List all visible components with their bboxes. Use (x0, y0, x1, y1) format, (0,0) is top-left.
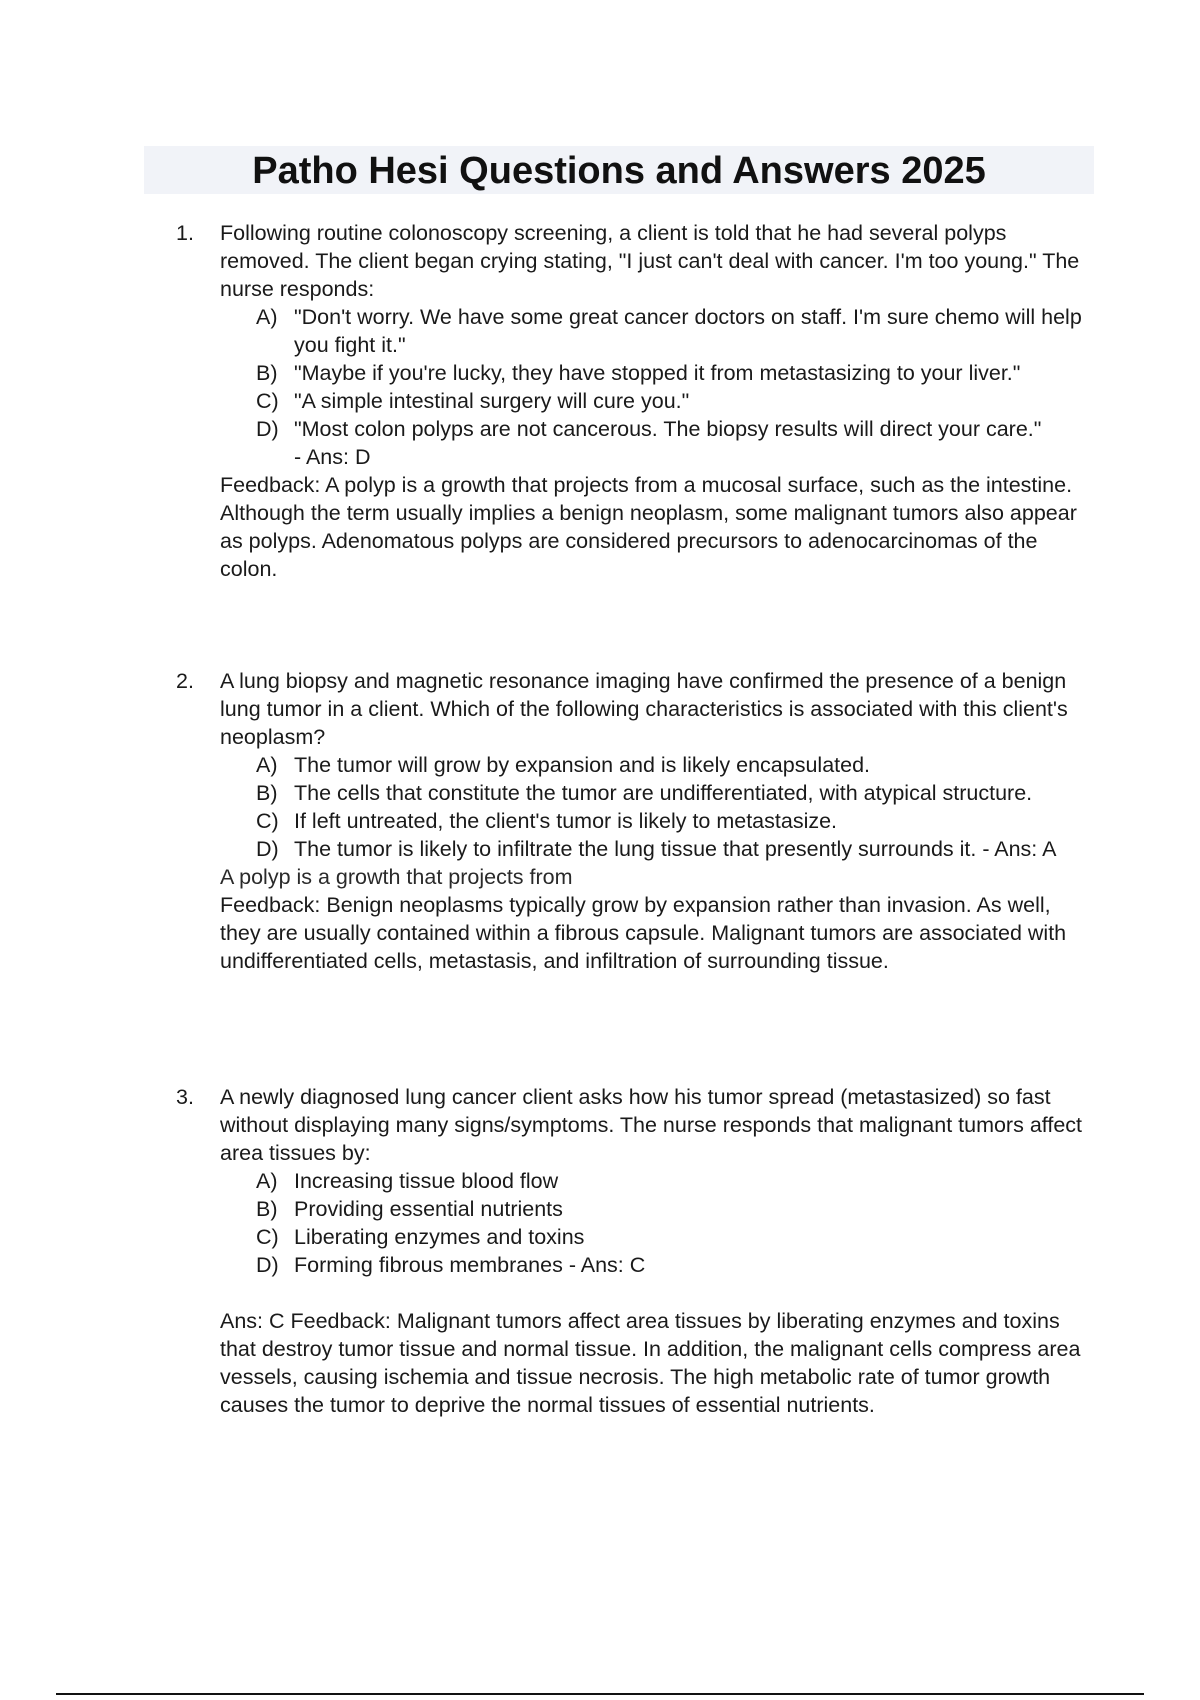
answer-key: - Ans: D (294, 445, 371, 469)
question-number: 1. (176, 221, 194, 245)
option-c (256, 1223, 1096, 1251)
option-text: Increasing tissue blood flow (294, 1169, 559, 1193)
option-text: The tumor will grow by expansion and is likely encapsulated. (294, 753, 871, 777)
answer-options (176, 751, 1096, 863)
page-bottom-rule (56, 1693, 1144, 1695)
option-letter: C) (256, 1225, 279, 1249)
option-c (256, 807, 1096, 835)
option-d (256, 835, 1096, 863)
option-c (256, 387, 1096, 415)
note-text: A polyp is a growth that projects from (220, 865, 573, 889)
answer-options (176, 1167, 1096, 1279)
option-text: "Maybe if you're lucky, they have stopped it from metastasizing to your liver." (294, 361, 1021, 385)
question-3 (176, 1083, 1096, 1419)
option-text: "Don't worry. We have some great cancer doctors on staff. I'm sure chemo will help you fight it." (294, 305, 1082, 357)
option-text: If left untreated, the client's tumor is likely to metastasize. (294, 809, 838, 833)
feedback-text: Feedback: Benign neoplasms typically grow by expansion rather than invasion. As well, they are usually contained within a fibrous capsule. Malignant tumors are associated with undifferentiated cells, metastasis, and infiltration of surrounding tissue. (220, 893, 1067, 973)
option-letter: D) (256, 1253, 279, 1277)
option-text: "A simple intestinal surgery will cure you." (294, 389, 690, 413)
option-d (256, 1251, 1096, 1279)
feedback-text: Feedback: A polyp is a growth that projects from a mucosal surface, such as the intestine. Although the term usually implies a benign neoplasm, some malignant tumors also appear as polyps. Adenomatous polyps are considered precursors to adenocarcinomas of the colon. (220, 473, 1077, 581)
question-2 (176, 667, 1096, 975)
option-letter: B) (256, 361, 278, 385)
option-text: "Most colon polyps are not cancerous. The biopsy results will direct your care." (294, 417, 1042, 441)
question-1 (176, 219, 1096, 583)
option-text: Forming fibrous membranes - Ans: C (294, 1253, 646, 1277)
question-stem: A newly diagnosed lung cancer client asks how his tumor spread (metastasized) so fast without displaying many signs/symptoms. The nurse responds that malignant tumors affect area tissues by: (220, 1085, 1083, 1165)
document-title: Patho Hesi Questions and Answers 2025 (252, 150, 986, 192)
option-text: Providing essential nutrients (294, 1197, 563, 1221)
option-b (256, 359, 1096, 387)
option-letter: A) (256, 305, 278, 329)
option-text: The tumor is likely to infiltrate the lung tissue that presently surrounds it. - Ans: A (294, 837, 1057, 861)
option-a (256, 751, 1096, 779)
question-stem: Following routine colonoscopy screening, a client is told that he had several polyps removed. The client began crying stating, "I just can't deal with cancer. I'm too young." The nurse responds: (220, 221, 1080, 301)
option-letter: B) (256, 1197, 278, 1221)
option-text: The cells that constitute the tumor are undifferentiated, with atypical structure. (294, 781, 1033, 805)
option-letter: A) (256, 753, 278, 777)
option-letter: C) (256, 389, 279, 413)
option-letter: B) (256, 781, 278, 805)
option-d (256, 415, 1096, 471)
option-b (256, 779, 1096, 807)
option-text: Liberating enzymes and toxins (294, 1225, 585, 1249)
feedback-text: Ans: C Feedback: Malignant tumors affect area tissues by liberating enzymes and toxins that destroy tumor tissue and normal tissue. In addition, the malignant cells compress area vessels, causing ischemia and tissue necrosis. The high metabolic rate of tumor growth causes the tumor to deprive the normal tissues of essential nutrients. (220, 1309, 1081, 1417)
option-letter: C) (256, 809, 279, 833)
option-letter: A) (256, 1169, 278, 1193)
question-stem: A lung biopsy and magnetic resonance imaging have confirmed the presence of a benign lung tumor in a client. Which of the following characteristics is associated with this client's neoplasm? (220, 669, 1068, 749)
option-letter: D) (256, 417, 279, 441)
option-a (256, 1167, 1096, 1195)
option-a (256, 303, 1096, 359)
option-letter: D) (256, 837, 279, 861)
question-number: 3. (176, 1085, 194, 1109)
answer-options (176, 303, 1096, 471)
question-number: 2. (176, 669, 194, 693)
option-b (256, 1195, 1096, 1223)
